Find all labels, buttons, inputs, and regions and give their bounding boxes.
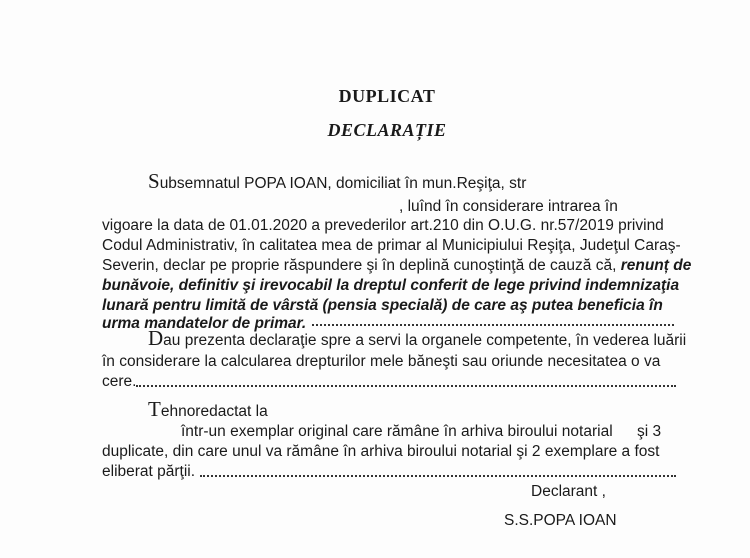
paragraph-2-line-2: în considerare la calcularea drepturilor mele băneşti sau oriunde necesitatea o va [102, 353, 661, 370]
text: au prezenta declaraţie spre a servi la organele competente, în vederea luării [163, 332, 687, 349]
drop-letter-t: T [148, 397, 161, 421]
emphasis: renunț de [620, 257, 692, 274]
paragraph-1-line-4: Codul Administrativ, în calitatea mea de primar al Municipiului Reşiţa, Judeţul Caraş- [102, 237, 681, 254]
paragraph-3-line-3: duplicate, din care unul va rămâne în arhiva biroului notarial şi 2 exemplare a fost [102, 443, 660, 460]
drop-letter-s: S [148, 169, 160, 193]
paragraph-2-line-3: cere. [102, 373, 137, 390]
paragraph-3-line-1 [148, 399, 268, 422]
paragraph-1-line-7: lunară pentru limită de vârstă (pensia specială) de care aş putea beneficia în [102, 297, 663, 314]
fill-dots [312, 324, 674, 326]
fill-dots [200, 475, 676, 477]
text: ubsemnatul POPA IOAN, domiciliat în mun.Reşiţa, str [159, 175, 527, 192]
paragraph-1-line-5 [102, 256, 691, 276]
paragraph-2-line-1 [148, 328, 686, 351]
paragraph-3-line-2a: într-un exemplar original care rămâne în arhiva biroului notarial [181, 423, 613, 440]
text: ehnoredactat la [160, 403, 268, 420]
declarant-label: Declarant , [531, 483, 606, 500]
document-subtitle: DECLARAȚIE [327, 120, 447, 140]
fill-dots [136, 385, 676, 387]
paragraph-1-line-1 [148, 171, 526, 194]
text: Severin, declar pe proprie răspundere şi în deplină cunoştinţă de cauză că, [102, 257, 621, 274]
paragraph-1-line-3: vigoare la data de 01.01.2020 a prevederilor art.210 din O.U.G. nr.57/2019 privind [102, 217, 664, 234]
document-title: DUPLICAT [338, 86, 436, 106]
paragraph-1-line-8: urma mandatelor de primar. [102, 315, 307, 332]
declarant-name: S.S.POPA IOAN [504, 512, 617, 529]
paragraph-1-line-6: bunăvoie, definitiv şi irevocabil la dreptul conferit de lege privind indemnizaţia [102, 277, 680, 294]
paragraph-3-line-4: eliberat părţii. [102, 463, 196, 480]
drop-letter-d: D [148, 326, 164, 350]
paragraph-1-line-2: , luînd în considerare intrarea în [399, 198, 618, 215]
paragraph-3-line-2b: şi 3 [637, 423, 662, 440]
